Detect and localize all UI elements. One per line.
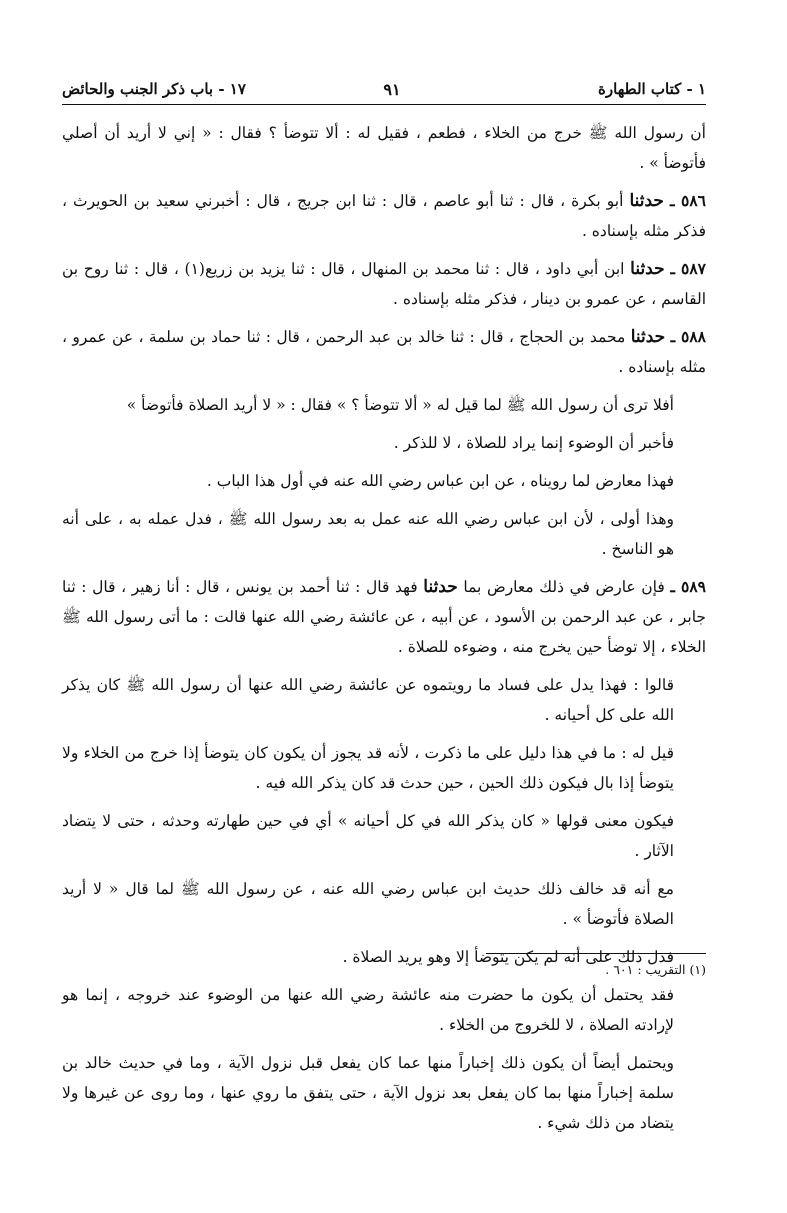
- hadith-587: [62, 254, 706, 314]
- paragraph: فقد يحتمل أن يكون ما حضرت منه عائشة رضي الله عنها من الوضوء عند خروجه ، إنما هو لإرادته الصلاة ، لا للخروج من الخلاء .: [62, 986, 674, 1034]
- paragraph: ويحتمل أيضاً أن يكون ذلك إخباراً منها عما كان يفعل قبل نزول الآية ، وما في حديث خالد بن سلمة إخباراً منها بما كان يفعل بعد نزول الآية ، حتى يتفق ما روي عنها ، وما روى عن غيرها ولا يتضاد من ذلك شيء .: [62, 1054, 674, 1132]
- paragraph: فهذا معارض لما رويناه ، عن ابن عباس رضي الله عنه في أول هذا الباب .: [206, 472, 674, 490]
- hadith-text: محمد بن الحجاج ، قال : ثنا خالد بن عبد الرحمن ، قال : ثنا حماد بن سلمة ، عن عمرو ، مثله بإسناده .: [62, 328, 706, 376]
- haddathana-keyword: حدثنا: [630, 259, 665, 279]
- hadith-586: [62, 186, 706, 246]
- haddathana-keyword: حدثنا: [423, 577, 458, 597]
- main-text: [62, 118, 706, 1146]
- hadith-intro: فإن عارض في ذلك معارض بما: [463, 578, 665, 596]
- haddathana-keyword: حدثنا: [629, 191, 664, 211]
- hadith-number: ٥٨٦ ـ: [669, 191, 706, 210]
- paragraph: قالوا : فهذا يدل على فساد ما رويتموه عن عائشة رضي الله عنها أن رسول الله ﷺ كان يذكر الله على كل أحيانه .: [62, 676, 674, 724]
- hadith-588: [62, 322, 706, 382]
- hadith-number: ٥٨٨ ـ: [670, 327, 706, 346]
- paragraph: قيل له : ما في هذا دليل على ما ذكرت ، لأنه قد يجوز أن يكون كان يتوضأ إذا خرج من الخلاء ولا يتوضأ إذا بال فيكون ذلك الحين ، حين حدث قد كان يذكر الله فيه .: [62, 744, 674, 792]
- hadith-number: ٥٨٩ ـ: [670, 577, 706, 596]
- section-title: ١٧ - باب ذكر الجنب والحائض: [62, 80, 246, 98]
- hadith-text: فهد قال : ثنا أحمد بن يونس ، قال : أنا زهير ، قال : ثنا جابر ، عن عبد الرحمن بن الأسود ، عن أبيه ، عن عائشة رضي الله عنها قالت : ما أتى رسول الله ﷺ الخلاء ، إلا توضأ حين يخرج منه ، وضوءه للصلاة .: [62, 578, 706, 656]
- paragraph: مع أنه قد خالف ذلك حديث ابن عباس رضي الله عنه ، عن رسول الله ﷺ لما قال « لا أريد الصلاة فأتوضأ » .: [62, 880, 674, 928]
- paragraph: فدل ذلك على أنه لم يكن يتوضأ إلا وهو يريد الصلاة .: [342, 948, 674, 966]
- paragraph: أن رسول الله ﷺ خرج من الخلاء ، فطعم ، فقيل له : ألا تتوضأ ؟ فقال : « إني لا أريد أن أصلي فأتوضأ » .: [62, 124, 706, 172]
- chapter-title: ١ - كتاب الطهارة: [598, 80, 706, 98]
- paragraph: فأخبر أن الوضوء إنما يراد للصلاة ، لا للذكر .: [393, 434, 674, 452]
- hadith-number: ٥٨٧ ـ: [670, 259, 706, 278]
- hadith-589: [62, 572, 706, 662]
- running-header: [62, 74, 706, 104]
- haddathana-keyword: حدثنا: [630, 327, 666, 347]
- hadith-text: أبو بكرة ، قال : ثنا أبو عاصم ، قال : ثنا ابن جريج ، قال : أخبرني سعيد بن الحويرث ، فذكر مثله بإسناده .: [62, 192, 706, 240]
- page-number: ٩١: [383, 80, 401, 99]
- hadith-text: ابن أبي داود ، قال : ثنا محمد بن المنهال ، قال : ثنا يزيد بن زريع(١) ، قال : ثنا روح بن القاسم ، عن عمرو بن دينار ، فذكر مثله بإسناده .: [62, 260, 706, 308]
- paragraph: أفلا ترى أن رسول الله ﷺ لما قيل له « ألا تتوضأ ؟ » فقال : « لا أريد الصلاة فأتوضأ »: [126, 396, 674, 414]
- footnote-rule: [486, 953, 706, 954]
- header-rule: [62, 104, 706, 105]
- paragraph: فيكون معنى قولها « كان يذكر الله في كل أحيانه » أي في حين طهارته وحدثه ، حتى لا يتضاد الآثار .: [62, 812, 674, 860]
- footnote: (١) التقريب : ٦٠١ .: [605, 962, 706, 977]
- paragraph: وهذا أولى ، لأن ابن عباس رضي الله عنه عمل به بعد رسول الله ﷺ ، فدل عمله به ، على أنه هو الناسخ .: [62, 510, 674, 558]
